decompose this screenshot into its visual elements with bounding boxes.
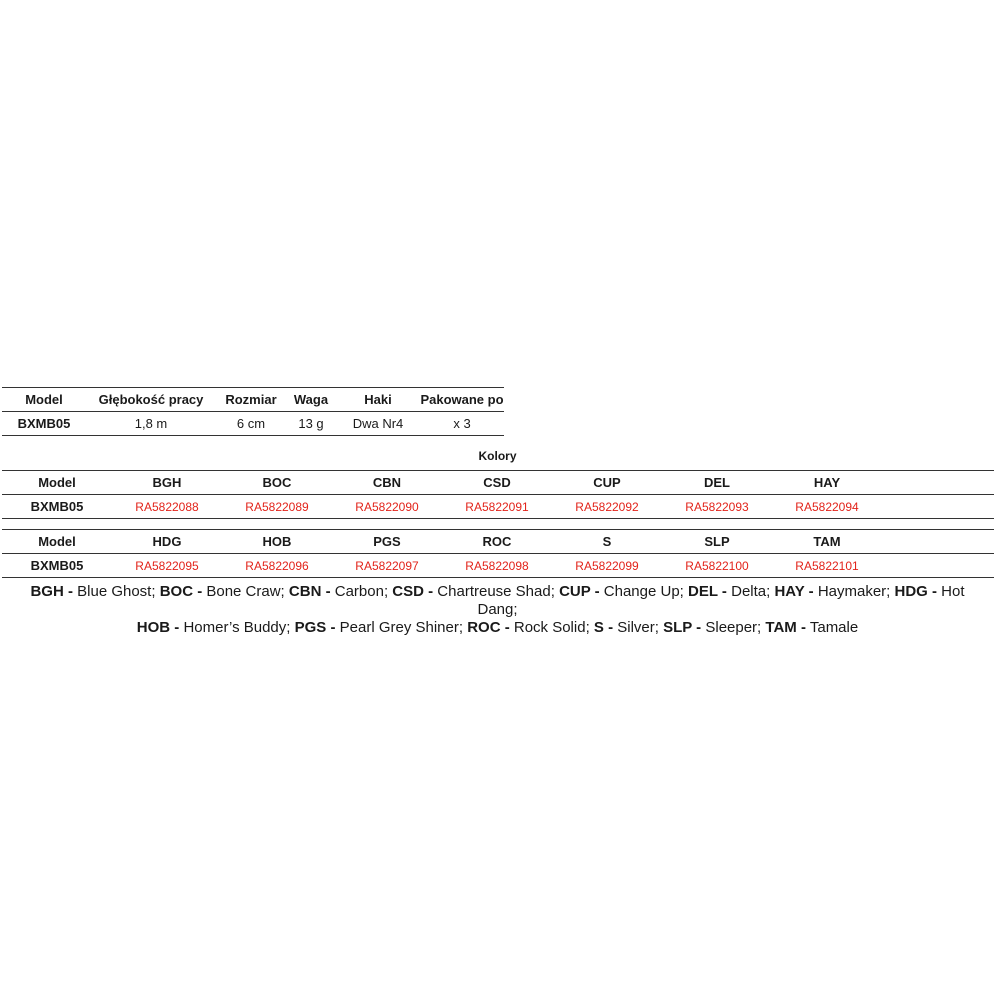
color-header: PGS (373, 534, 401, 549)
legend-name: Silver; (613, 619, 659, 636)
legend-name: Chartreuse Shad; (433, 583, 555, 600)
legend-code: ROC - (467, 619, 510, 636)
color-code: RA5822094 (795, 499, 859, 514)
spec-header-hooks: Haki (364, 392, 392, 407)
spec-header-weight: Waga (293, 392, 329, 407)
color-data-row (2, 554, 994, 578)
color-code: RA5822093 (685, 499, 749, 514)
color-header-row (2, 471, 994, 495)
spec-pack: x 3 (453, 416, 471, 431)
spec-data-row (2, 412, 504, 436)
color-header: S (602, 534, 612, 549)
color-header: CBN (372, 475, 402, 490)
color-model: BXMB05 (30, 499, 84, 514)
legend-item (663, 619, 761, 636)
color-data-row (2, 495, 994, 519)
legend-code: BOC - (159, 583, 203, 600)
color-table-1 (2, 470, 994, 519)
color-code: RA5822089 (245, 499, 309, 514)
legend-name: Blue Ghost; (72, 583, 156, 600)
color-header: DEL (704, 475, 730, 490)
legend-item (160, 583, 285, 600)
colors-title: Kolory (478, 449, 517, 463)
color-code-empty (882, 495, 994, 519)
legend-item (137, 619, 291, 636)
legend-item (30, 583, 155, 600)
spec-header-row (2, 388, 504, 412)
legend-code: BGH - (30, 583, 73, 600)
color-header: HAY (813, 475, 841, 490)
legend-code: HDG - (894, 583, 938, 600)
spec-table (2, 387, 504, 436)
color-code: RA5822100 (685, 558, 749, 573)
color-header-empty (882, 471, 994, 495)
legend-item (765, 619, 858, 636)
color-header-row (2, 530, 994, 554)
spec-header-pack: Pakowane po (420, 392, 504, 407)
legend-name: Homer’s Buddy; (179, 619, 291, 636)
color-header-model: Model (38, 534, 76, 549)
legend-item (774, 583, 890, 600)
legend-code: TAM - (765, 619, 806, 636)
legend-item (559, 583, 684, 600)
legend-code: SLP - (663, 619, 702, 636)
color-header: SLP (704, 534, 730, 549)
legend-name: Rock Solid; (509, 619, 590, 636)
spec-weight: 13 g (298, 416, 324, 431)
color-header: ROC (482, 534, 512, 549)
legend-code: PGS - (294, 619, 336, 636)
legend-name: Bone Craw; (202, 583, 285, 600)
legend-item (467, 619, 590, 636)
legend-code: CBN - (288, 583, 331, 600)
legend-name: Sleeper; (701, 619, 762, 636)
spec-model: BXMB05 (17, 416, 71, 431)
legend-code: CUP - (559, 583, 600, 600)
color-code-empty (882, 554, 994, 578)
legend-item (594, 619, 659, 636)
color-legend (10, 583, 985, 637)
legend-name: Pearl Grey Shiner; (335, 619, 464, 636)
spec-depth: 1,8 m (134, 416, 168, 431)
legend-name: Delta; (726, 583, 771, 600)
color-header: BOC (262, 475, 292, 490)
spec-header-size: Rozmiar (225, 392, 277, 407)
legend-name: Carbon; (330, 583, 389, 600)
legend-item (289, 583, 388, 600)
color-code: RA5822088 (135, 499, 199, 514)
color-table-2 (2, 529, 994, 578)
color-code: RA5822097 (355, 558, 419, 573)
legend-code: DEL - (688, 583, 727, 600)
color-model: BXMB05 (30, 558, 84, 573)
color-code: RA5822095 (135, 558, 199, 573)
color-code: RA5822101 (795, 558, 859, 573)
legend-name: Haymaker; (813, 583, 891, 600)
legend-name: Hot Dang; (477, 583, 965, 618)
spec-header-model: Model (25, 392, 63, 407)
legend-item (295, 619, 463, 636)
color-header: TAM (813, 534, 841, 549)
legend-code: CSD - (392, 583, 434, 600)
color-header: HDG (152, 534, 182, 549)
legend-name: Tamale (805, 619, 859, 636)
color-code: RA5822092 (575, 499, 639, 514)
color-header: CSD (483, 475, 511, 490)
color-header: BGH (152, 475, 182, 490)
color-code: RA5822098 (465, 558, 529, 573)
color-header-empty (882, 530, 994, 554)
color-header: CUP (593, 475, 621, 490)
legend-code: HOB - (136, 619, 180, 636)
spec-size: 6 cm (236, 416, 266, 431)
spec-header-depth: Głębokość pracy (98, 392, 204, 407)
legend-name: Change Up; (599, 583, 684, 600)
spec-hooks: Dwa Nr4 (352, 416, 404, 431)
color-header-model: Model (38, 475, 76, 490)
legend-item (392, 583, 555, 600)
color-header: HOB (262, 534, 292, 549)
legend-code: S - (593, 619, 614, 636)
color-code: RA5822099 (575, 558, 639, 573)
color-code: RA5822090 (355, 499, 419, 514)
legend-item (688, 583, 770, 600)
color-code: RA5822091 (465, 499, 529, 514)
legend-code: HAY - (774, 583, 814, 600)
color-code: RA5822096 (245, 558, 309, 573)
